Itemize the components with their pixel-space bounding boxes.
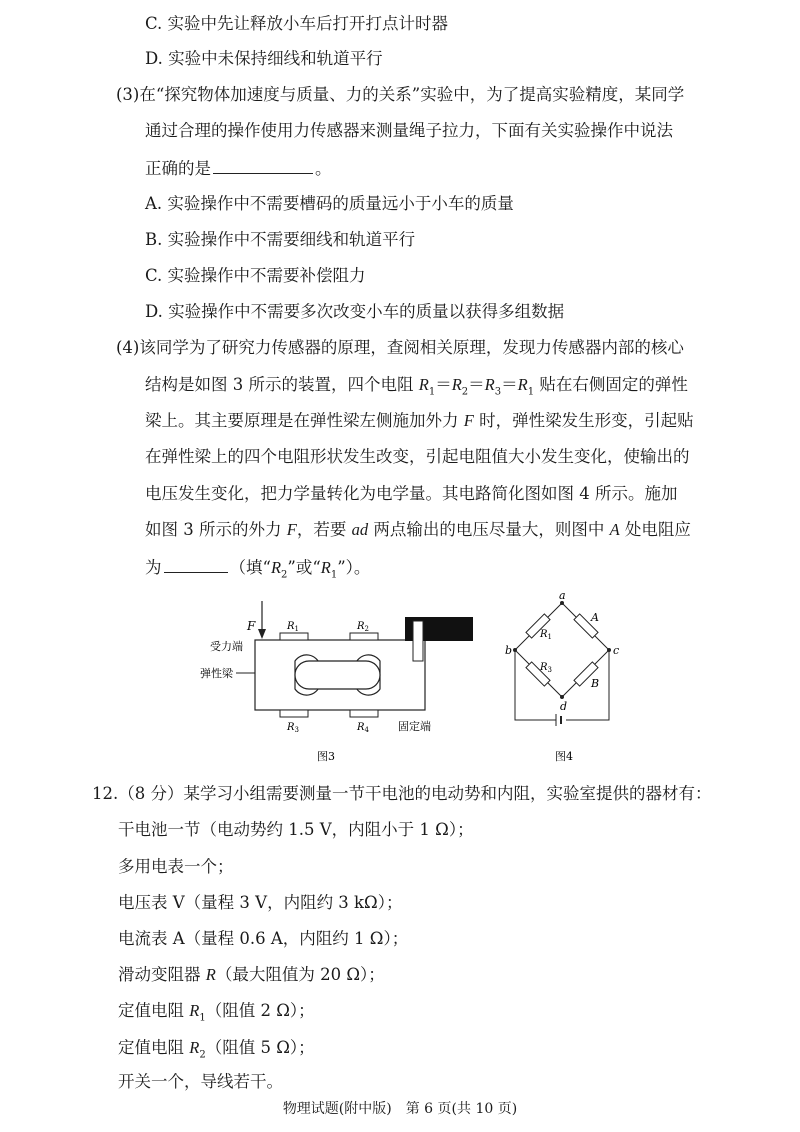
q3-option-d: D. 实验操作中不需要多次改变小车的质量以获得多组数据 <box>145 302 565 321</box>
var-ad: ad <box>351 520 369 539</box>
resistor-r3 <box>280 710 308 717</box>
text: 定值电阻 <box>118 1038 190 1057</box>
sub: 1 <box>428 386 436 398</box>
var-a: A <box>609 520 620 539</box>
q4-text-7a: 为 <box>145 558 162 577</box>
var-r: R <box>189 1038 200 1057</box>
sub: 1 <box>527 386 535 398</box>
sub: 1 <box>330 569 338 581</box>
label-resistor-b: B <box>591 677 600 690</box>
beam-slot-outline <box>295 661 380 689</box>
label-b: b <box>505 644 513 657</box>
q4-answer-blank[interactable] <box>164 556 228 573</box>
q3-option-c: C. 实验操作中不需要补偿阻力 <box>145 266 366 285</box>
text: （阻值 2 Ω）； <box>205 1001 315 1020</box>
sub: 1 <box>199 1012 206 1024</box>
label-r1: $R_1$ <box>540 629 552 641</box>
page-footer: 物理试题(附中版) 第 6 页(共 10 页) <box>282 1101 518 1117</box>
label-r3: $R_3$ <box>540 662 552 674</box>
q4-text-6a: 如图 3 所示的外力 <box>145 520 287 539</box>
var-f: F <box>286 520 297 539</box>
text: 滑动变阻器 <box>118 965 206 984</box>
q4-line-5: 电压发生变化，把力学量转化为电学量。其电路简化图如图 4 所示。施加 <box>145 484 678 503</box>
label-fixed-end: 固定端 <box>398 720 431 733</box>
q12-item-3: 电压表 V（量程 3 V，内阻约 3 kΩ）； <box>118 893 403 912</box>
node-d <box>560 695 564 699</box>
var-r: R <box>451 375 462 394</box>
figure-3 <box>200 595 490 765</box>
label-resistor-a: A <box>591 611 599 624</box>
q4-number: (4) <box>116 338 140 357</box>
q3-option-a: A. 实验操作中不需要槽码的质量远小于小车的质量 <box>145 194 514 213</box>
battery-wire-right <box>566 650 609 720</box>
q4-line-6 <box>145 519 691 541</box>
q12-item-1: 干电池一节（电动势约 1.5 V，内阻小于 1 Ω）； <box>118 820 474 839</box>
q3-end: 。 <box>315 159 332 178</box>
label-force-end: 受力端 <box>210 640 243 653</box>
q3-line-1 <box>116 84 684 106</box>
q4-line-7 <box>145 556 370 586</box>
sub: 2 <box>281 569 288 581</box>
q12-item-8: 开关一个，导线若干。 <box>118 1072 283 1091</box>
resistor-r2 <box>350 633 378 640</box>
var-f: F <box>463 411 474 430</box>
q12-item-5 <box>118 964 385 986</box>
q3-option-b: B. 实验操作中不需要细线和轨道平行 <box>145 230 416 249</box>
q3-number: (3) <box>116 85 140 104</box>
q4-line-4: 在弹性梁上的四个电阻形状发生改变，引起电阻值大小发生变化，使输出的 <box>145 447 690 466</box>
q4-line-1 <box>116 337 684 359</box>
q3-answer-blank[interactable] <box>213 157 313 174</box>
text: （阻值 5 Ω）； <box>205 1038 315 1057</box>
q12-item-7 <box>118 1037 315 1066</box>
resistor-r1 <box>280 633 308 640</box>
var-r: R <box>270 558 282 577</box>
q3-text-1: 在“探究物体加速度与质量、力的关系”实验中，为了提高实验精度，某同学 <box>139 85 685 104</box>
q4-line-2 <box>145 374 688 403</box>
q4-line-3 <box>145 410 694 432</box>
label-c: c <box>613 644 620 657</box>
label-r4: $R_4$ <box>357 722 369 734</box>
eq: ＝ <box>435 375 452 394</box>
q4-text-2b: 贴在右侧固定的弹性 <box>534 375 688 394</box>
eq: ＝ <box>501 375 518 394</box>
figure-3-caption: 图3 <box>317 750 335 763</box>
q4-text-7b: （填“ <box>229 558 271 577</box>
q4-text-7d: ”）。 <box>337 558 371 577</box>
q12-heading: 12.（8 分）某学习小组需要测量一节干电池的电动势和内阻，实验室提供的器材有： <box>92 784 712 803</box>
q4-text-3b: 时，弹性梁发生形变，引起贴 <box>473 411 694 430</box>
figure-4 <box>500 588 640 766</box>
var-r: R <box>320 558 331 577</box>
q4-text-6c: 两点输出的电压尽量大，则图中 <box>368 520 610 539</box>
sub: 2 <box>199 1049 206 1061</box>
q4-text-6d: 处电阻应 <box>619 520 691 539</box>
var-r: R <box>189 1001 200 1020</box>
q12-item-4: 电流表 A（量程 0.6 A，内阻约 1 Ω）； <box>118 929 409 948</box>
q4-text-7c: ”或“ <box>287 558 321 577</box>
q4-text-6b: ，若要 <box>296 520 352 539</box>
q12-item-6 <box>118 1000 315 1029</box>
q4-text-2a: 结构是如图 3 所示的装置，四个电阻 <box>145 375 419 394</box>
label-d: d <box>560 700 568 713</box>
sub: 3 <box>494 386 502 398</box>
q2-option-d: D. 实验中未保持细线和轨道平行 <box>145 49 383 68</box>
q3-text-3: 正确的是 <box>145 159 211 178</box>
text: 定值电阻 <box>118 1001 190 1020</box>
q3-line-2: 通过合理的操作使用力传感器来测量绳子拉力，下面有关实验操作中说法 <box>145 121 673 140</box>
label-r1: $R_1$ <box>287 621 299 633</box>
q4-text-1: 该同学为了研究力传感器的原理，查阅相关原理，发现力传感器内部的核心 <box>139 338 684 357</box>
label-beam: 弹性梁 <box>200 667 233 680</box>
var-r: R <box>418 375 429 394</box>
var-r: R <box>484 375 495 394</box>
clamp-bolt <box>413 621 423 661</box>
text: （最大阻值为 20 Ω）； <box>215 965 385 984</box>
var-r: R <box>205 965 216 984</box>
var-r: R <box>517 375 528 394</box>
figure-4-caption: 图4 <box>555 750 573 763</box>
resistor-r4 <box>350 710 378 717</box>
q2-option-c: C. 实验中先让释放小车后打开打点计时器 <box>145 14 449 33</box>
eq: ＝ <box>468 375 485 394</box>
q4-text-3a: 梁上。其主要原理是在弹性梁左侧施加外力 <box>145 411 464 430</box>
sub: 2 <box>461 386 469 398</box>
q3-line-3 <box>145 157 332 180</box>
force-arrow-head <box>258 629 266 639</box>
label-r2: $R_2$ <box>357 621 369 633</box>
q12-item-2: 多用电表一个； <box>118 857 234 876</box>
label-a: a <box>559 589 566 602</box>
label-f: F <box>247 619 256 633</box>
label-r3: $R_3$ <box>287 722 299 734</box>
